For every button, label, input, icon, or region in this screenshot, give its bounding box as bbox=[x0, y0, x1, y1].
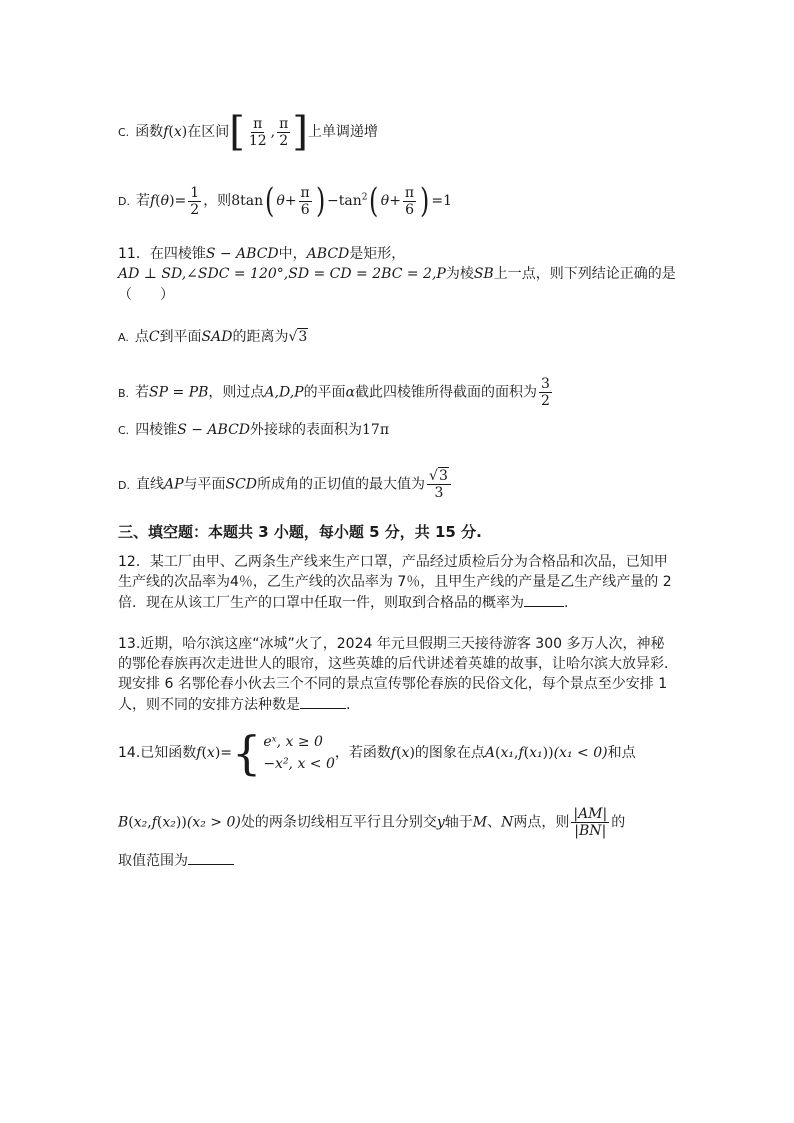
q10-option-d: D. 若f(θ)= $\frac{1}{2}$ ，则8tan( θ+ $\frac{\pi}{6}$ ) $-\tan^2$( θ+ $\frac{\pi}{6}$ ) =1 bbox=[118, 181, 453, 221]
q11-stem-line1: 11．在四棱锥S − ABCD中，ABCD是矩形， bbox=[118, 246, 406, 262]
math: x bbox=[173, 124, 182, 140]
option-label: A. bbox=[118, 331, 129, 344]
fraction: $\frac{|AM|}{|BN|}$ bbox=[573, 806, 608, 839]
q14-line3: 取值范围为 bbox=[118, 850, 234, 871]
option-label: B. bbox=[118, 386, 130, 400]
answer-blank bbox=[524, 592, 564, 607]
fraction: $\frac{√3}{3}$ bbox=[427, 468, 451, 501]
q12-paragraph: 12．某工厂由甲、乙两条生产线来生产口罩，产品经过质检后分为合格品和次品，已知甲生产线的次品率为4％，乙生产线的次品率为 7％，且甲生产线的产量是乙生产线产量的 2 倍．现在从该工厂生产的口罩中任取一件，则取到合格品的概率为 . bbox=[118, 554, 672, 611]
answer-blank bbox=[300, 694, 346, 709]
q14-line1: 14.已知函数f(x)= { eˣ, x ≥ 0 −x², x < 0 ，若函数f(x)的图象在点A(x₁,f(x₁))(x₁ < 0)和点 bbox=[118, 726, 636, 780]
text: 在区间 bbox=[187, 124, 230, 140]
option-label: C. bbox=[118, 126, 130, 139]
sqrt: √3 bbox=[288, 329, 308, 345]
q11-answer-paren: （ ） bbox=[118, 287, 174, 303]
q11-option-a: A. 点C到平面SAD的距离为√3 bbox=[118, 329, 308, 345]
q11-option-c: C. 四棱锥S − ABCD外接球的表面积为17π bbox=[118, 422, 390, 438]
fraction: $\frac{\pi}{12}$ bbox=[248, 115, 267, 149]
text: 若 bbox=[135, 193, 150, 209]
q11-stem-line2: AD ⊥ SD,∠SDC = 120°,SD = CD = 2BC = 2,P为棱SB上一点，则下列结论正确的是 bbox=[118, 266, 676, 282]
math: f bbox=[163, 124, 169, 140]
question-number: 11． bbox=[118, 246, 150, 262]
fraction: $\frac{3}{2}$ bbox=[541, 376, 550, 409]
option-label: C. bbox=[118, 424, 130, 437]
q10-option-c: C. 函数f(x)在区间[ $\frac{\pi}{12}$ , $\frac{\pi}{2}$ ]上单调递增 bbox=[118, 109, 378, 155]
q11-option-b: B. 若SP = PB，则过点A,D,P的平面α截此四棱锥所得截面的面积为 $\frac{3}{2}$ bbox=[118, 376, 550, 409]
answer-blank bbox=[188, 850, 234, 865]
option-label: D. bbox=[118, 195, 130, 208]
q14-line2: B(x₂,f(x₂))(x₂ > 0)处的两条切线相互平行且分别交y轴于M、N两点，则 $\frac{|AM|}{|BN|}$ 的 bbox=[118, 806, 626, 839]
text: 函数 bbox=[135, 124, 164, 140]
question-number: 14. bbox=[118, 745, 141, 761]
q13-paragraph: 13.近期，哈尔滨这座“冰城”火了，2024 年元旦假期三天接待游客 300 多万人次，神秘的鄂伦春族再次走进世人的眼帘，这些英雄的后代讲述着英雄的故事，让哈尔滨大放异彩．现安排 6 名鄂伦春小伙去三个不同的景点宣传鄂伦春族的民俗文化，每个景点至少安排 1 人，则不同的安排方法种数是 . bbox=[118, 636, 678, 713]
section-heading: 三、填空题：本题共 3 小题，每小题 5 分，共 15 分. bbox=[118, 523, 482, 541]
fraction: $\frac{\pi}{2}$ bbox=[279, 115, 289, 149]
text: 上单调递增 bbox=[307, 124, 378, 140]
q11-option-d: D. 直线AP与平面SCD所成角的正切值的最大值为 $\frac{√3}{3}$ bbox=[118, 468, 453, 501]
piecewise: { eˣ, x ≥ 0 −x², x < 0 bbox=[232, 726, 335, 780]
fraction: $\frac{1}{2}$ bbox=[190, 184, 200, 218]
option-label: D. bbox=[118, 478, 130, 492]
text: ，则 bbox=[203, 193, 232, 209]
